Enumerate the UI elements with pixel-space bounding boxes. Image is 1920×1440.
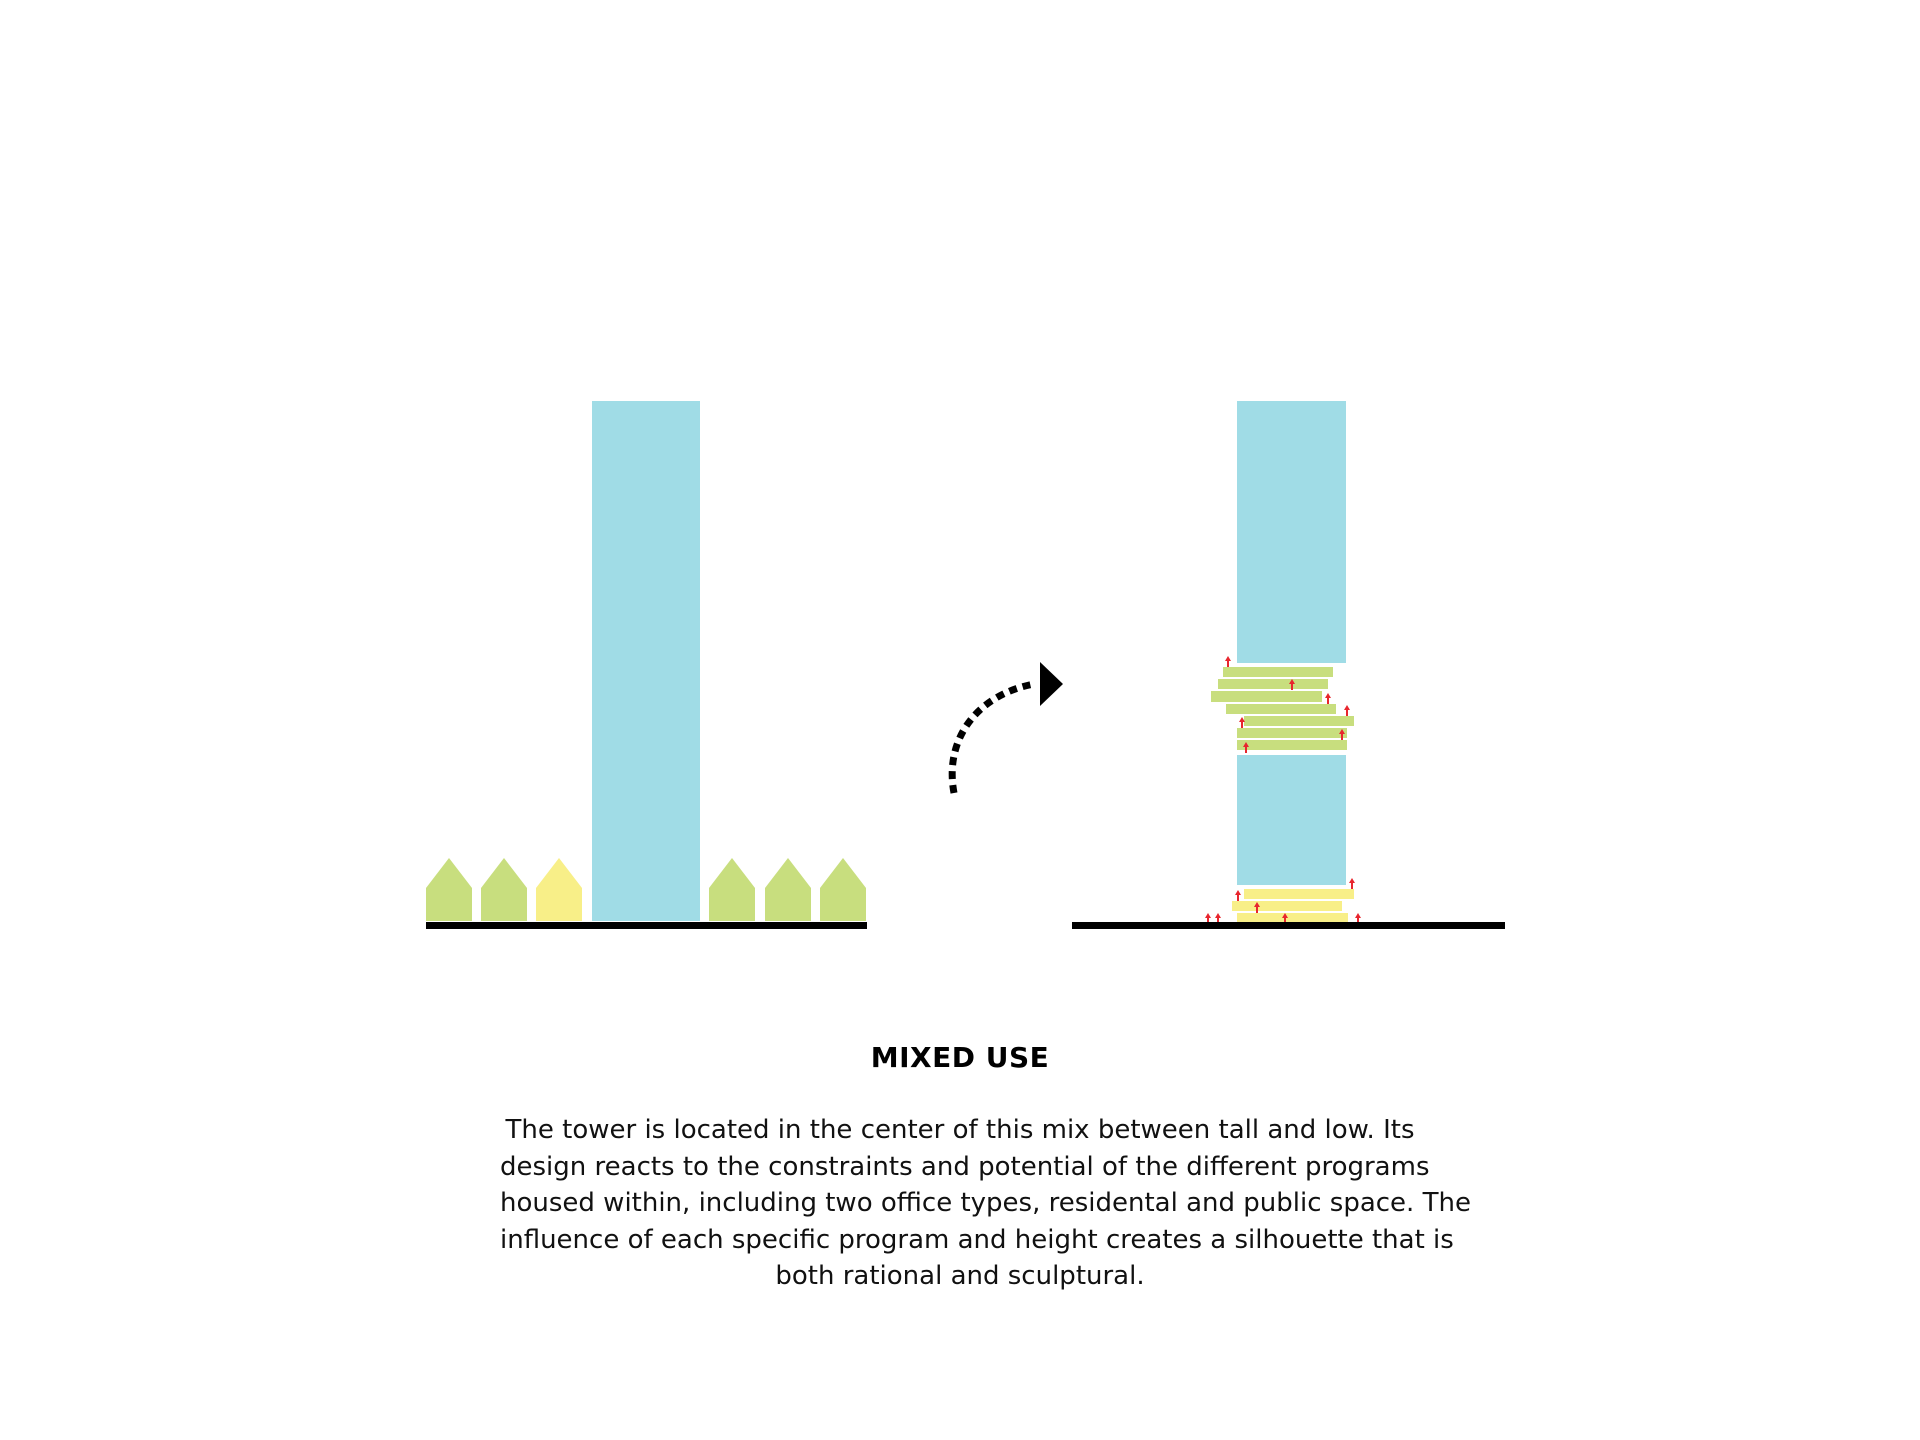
- house-yellow: [536, 858, 582, 921]
- ground-line-left: [426, 922, 867, 929]
- before-diagram: [426, 401, 867, 929]
- house-green-1: [426, 858, 472, 921]
- diagram-title: MIXED USE: [870, 1041, 1050, 1074]
- public-slab: [1237, 913, 1348, 922]
- public-slabs: [1232, 889, 1354, 922]
- office-slab: [1237, 740, 1347, 750]
- curved-dotted-arrow-icon: [952, 662, 1063, 793]
- description-line: housed within, including two office types, residental and public space. The: [500, 1188, 1471, 1218]
- office-slab: [1237, 728, 1347, 738]
- tower-upper-block: [1237, 401, 1346, 663]
- tower-middle-block: [1237, 755, 1346, 885]
- office-slab: [1218, 679, 1328, 689]
- office-slab: [1211, 691, 1322, 702]
- description-line: both rational and sculptural.: [775, 1261, 1145, 1291]
- description-line: The tower is located in the center of this mix between tall and low. Its: [505, 1115, 1415, 1145]
- office-slab: [1244, 716, 1354, 726]
- public-slab: [1244, 889, 1354, 899]
- house-green-5: [820, 858, 866, 921]
- diagram-description: [500, 1112, 1471, 1295]
- description-line: design reacts to the constraints and potential of the different programs: [500, 1151, 1430, 1182]
- house-green-3: [709, 858, 755, 921]
- office-slab: [1226, 704, 1336, 714]
- tall-tower: [592, 401, 700, 921]
- house-green-4: [765, 858, 811, 921]
- public-slab: [1232, 901, 1342, 911]
- office-slab: [1223, 667, 1333, 677]
- house-green-2: [481, 858, 527, 921]
- description-line: influence of each specific program and height creates a silhouette that is: [500, 1224, 1454, 1255]
- after-diagram: [1072, 401, 1505, 929]
- office-slabs: [1211, 667, 1354, 750]
- ground-line-right: [1072, 922, 1505, 929]
